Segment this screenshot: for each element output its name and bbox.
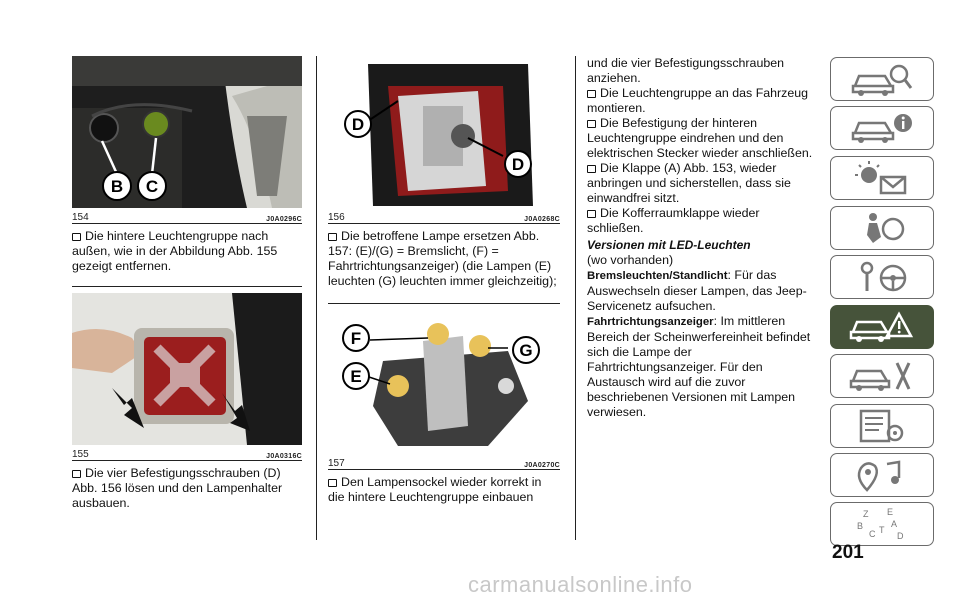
- figure-156-label-d-right: D: [511, 155, 525, 174]
- checkbox-icon: [328, 233, 337, 241]
- chapter-tab-servicing[interactable]: [830, 354, 934, 398]
- instruction-step: [587, 86, 819, 116]
- step-text: Den Lampensockel wieder korrekt in die hintere Leuchtengruppe einbauen: [328, 475, 542, 504]
- column-divider: [316, 56, 317, 540]
- section-note: (wo vorhanden): [587, 253, 674, 267]
- seat-airbag-icon: [847, 209, 917, 247]
- figure-156-code: J0A0268C: [524, 216, 560, 223]
- index-letter: D: [897, 531, 904, 541]
- chapter-tab-multimedia[interactable]: [830, 453, 934, 497]
- checklist-gear-icon: [847, 407, 917, 445]
- chapter-tab-technical-data[interactable]: [830, 404, 934, 448]
- caption-rule: [72, 223, 302, 224]
- figure-156-number: 156: [328, 212, 345, 223]
- index-letter: Z: [863, 509, 869, 519]
- key-steering-wheel-icon: [847, 258, 917, 296]
- checkbox-icon: [587, 90, 596, 98]
- figure-154-code: J0A0296C: [266, 216, 302, 223]
- chapter-tab-emergency[interactable]: [830, 305, 934, 349]
- figure-155-caption: [72, 447, 302, 460]
- chapter-tab-starting-driving[interactable]: [830, 255, 934, 299]
- checkbox-icon: [72, 233, 81, 241]
- checkbox-icon: [328, 479, 337, 487]
- term-label: Fahrtrichtungsanzeiger: [587, 316, 714, 328]
- alphabet-index-icon: [847, 505, 917, 543]
- section-heading: Versionen mit LED-Leuchten: [587, 238, 751, 252]
- figure-154-image: [72, 56, 302, 208]
- figure-155-number: 155: [72, 449, 89, 460]
- figure-154-caption: [72, 210, 302, 223]
- definition-indicators: [587, 314, 819, 420]
- figure-154-label-c: C: [145, 177, 159, 196]
- step-text: Die hintere Leuchtengruppe nach außen, wie in der Abbildung Abb. 155 gezeigt entfernen.: [72, 229, 278, 273]
- car-warning-active-icon: [847, 308, 917, 346]
- figure-156-image: [328, 56, 560, 208]
- warning-light-mail-icon: [847, 159, 917, 197]
- instruction-step: [328, 229, 560, 289]
- figure-155: [72, 293, 302, 445]
- figure-156-caption: [328, 210, 560, 223]
- instruction-step: [587, 116, 819, 161]
- index-letter: A: [891, 519, 898, 529]
- caption-rule: [328, 223, 560, 224]
- column-divider: [575, 56, 576, 540]
- term-text: : Im mittleren Bereich der Scheinwerfereinheit befindet sich die Lampe der Fahrtrichtungsanzeiger. Für den Austausch wird auf die zuvor beschriebenen Versionen mit Lampen verwiesen.: [587, 314, 811, 419]
- media-navigation-icon: [847, 456, 917, 494]
- index-letter: E: [887, 507, 894, 517]
- index-letter: T: [879, 525, 885, 535]
- figure-154-label-b: B: [110, 177, 124, 196]
- watermark: carmanualsonline.info: [468, 572, 693, 597]
- term-label: Bremsleuchten/Standlicht: [587, 270, 728, 282]
- column-1: [72, 56, 302, 511]
- figure-154: [72, 56, 302, 208]
- chapter-tab-index[interactable]: [830, 502, 934, 546]
- instruction-step: [72, 466, 302, 511]
- figure-155-code: J0A0316C: [266, 453, 302, 460]
- index-letter: C: [869, 529, 876, 539]
- instruction-step: [587, 161, 819, 206]
- car-tools-icon: [847, 357, 917, 395]
- page-number: 201: [832, 542, 864, 563]
- step-text: Die vier Befestigungsschrauben (D) Abb. 156 lösen und den Lampenhalter ausbauen.: [72, 466, 283, 510]
- instruction-step: [72, 229, 302, 274]
- step-text: Die Kofferraumklappe wieder schließen.: [587, 206, 760, 235]
- step-text: Die Leuchtengruppe an das Fahrzeug montieren.: [587, 86, 809, 115]
- figure-rule: [72, 286, 302, 287]
- figure-155-image: [72, 293, 302, 445]
- figure-156: [328, 56, 560, 208]
- chapter-tab-safety[interactable]: [830, 206, 934, 250]
- figure-157-label-f: F: [350, 329, 362, 348]
- checkbox-icon: [72, 470, 81, 478]
- car-search-icon: [847, 60, 917, 98]
- chapter-tab-dashboard[interactable]: [830, 106, 934, 150]
- figure-rule: [328, 303, 560, 304]
- figure-157-label-g: G: [519, 341, 533, 360]
- car-info-icon: [847, 109, 917, 147]
- instruction-step: [328, 475, 560, 505]
- caption-rule: [72, 460, 302, 461]
- continued-text: und die vier Befestigungsschrauben anziehen.: [587, 56, 785, 85]
- index-letter: B: [857, 521, 864, 531]
- step-text: Die Befestigung der hinteren Leuchtengruppe eindrehen und den elektrischen Stecker wieder anschließen.: [587, 116, 813, 160]
- figure-157-number: 157: [328, 458, 345, 469]
- checkbox-icon: [587, 120, 596, 128]
- figure-154-number: 154: [72, 212, 89, 223]
- figure-157-label-e: E: [350, 367, 362, 386]
- chapter-tab-getting-to-know[interactable]: [830, 57, 934, 101]
- figure-157-caption: [328, 456, 560, 469]
- step-text: Die betroffene Lampe ersetzen Abb. 157: (E)/(G) = Bremslicht, (F) = Fahrtrichtungsanzeiger) (die Lampen (E) leuchten (G) leuchten immer gleichzeitig);: [328, 229, 557, 288]
- term-text: : Für das Auswechseln dieser Lampen, das Jeep-Servicenetz aufsuchen.: [587, 268, 807, 313]
- chapter-tab-warnings[interactable]: [830, 156, 934, 200]
- definition-brake-lights: [587, 268, 819, 314]
- checkbox-icon: [587, 210, 596, 218]
- figure-157-code: J0A0270C: [524, 462, 560, 469]
- column-3: [587, 56, 819, 420]
- figure-157: [328, 306, 560, 454]
- caption-rule: [328, 469, 560, 470]
- instruction-step: [587, 206, 819, 236]
- figure-157-image: [328, 306, 560, 454]
- step-text: Die Klappe (A) Abb. 153, wieder anbringen und sicherstellen, dass sie einwandfrei sitzt.: [587, 161, 791, 205]
- checkbox-icon: [587, 165, 596, 173]
- column-2: [328, 56, 560, 505]
- figure-156-label-d-left: D: [351, 115, 365, 134]
